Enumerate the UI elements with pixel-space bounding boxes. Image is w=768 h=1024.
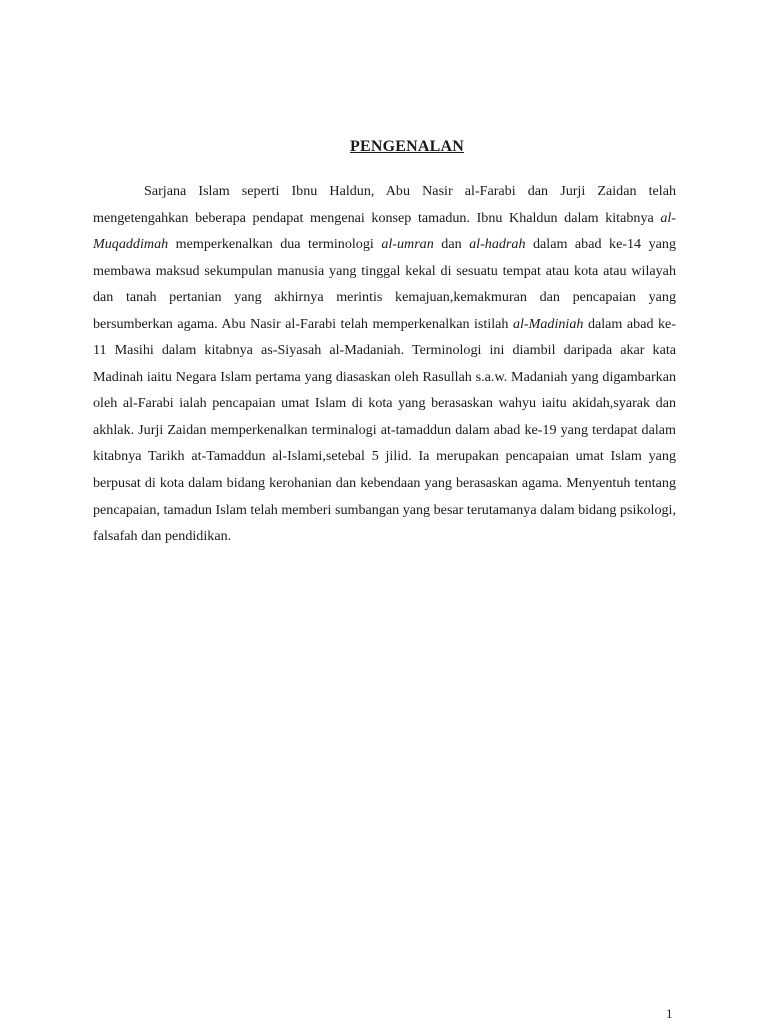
italic-term-al-madiniah: al-Madiniah xyxy=(512,315,584,332)
italic-term-al-muqaddimah: al-Muqaddimah xyxy=(93,209,676,253)
paragraph-text-3: dan xyxy=(433,236,470,253)
intro-paragraph xyxy=(93,178,676,550)
page-title: PENGENALAN xyxy=(349,138,464,155)
paragraph-text-2: memperkenalkan dua terminologi xyxy=(168,236,382,253)
italic-term-al-hadrah: al-hadrah xyxy=(469,236,526,253)
italic-term-al-umran: al-umran xyxy=(381,236,434,253)
paragraph-text-1: Sarjana Islam seperti Ibnu Haldun, Abu Nasir al-Farabi dan Jurji Zaidan telah mengetengahkan beberapa pendapat mengenai konsep tamadun. Ibnu Khaldun dalam kitabnya xyxy=(93,183,676,226)
paragraph-text-5: dalam abad ke-11 Masihi dalam kitabnya as-Siyasah al-Madaniah. Terminologi ini diambil daripada akar kata Madinah iaitu Negara Islam pertama yang diasaskan oleh Rasullah s.a.w. Madaniah yang digambarkan oleh al-Farabi ialah pencapaian umat Islam di kota yang berasaskan wahyu iaitu akidah,syarak dan akhlak. Jurji Zaidan memperkenalkan terminalogi at-tamaddun dalam abad ke-19 yang terdapat dalam kitabnya Tarikh at-Tamaddun al-Islami,setebal 5 jilid. Ia merupakan pencapaian umat Islam yang berpusat di kota dalam bidang kerohanian dan kebendaan yang berasaskan agama. Menyentuh tentang pencapaian, tamadun Islam telah memberi sumbangan yang besar terutamanya dalam bidang psikologi, falsafah dan pendidikan. xyxy=(93,315,676,545)
page-number: 1 xyxy=(666,1006,673,1021)
paragraph-text-4: dalam abad ke-14 yang membawa maksud sekumpulan manusia yang tinggal kekal di sesuatu tempat atau kota atau wilayah dan tanah pertanian yang akhirnya merintis kemajuan,kemakmuran dan pencapaian yang bersumberkan agama. Abu Nasir al-Farabi telah memperkenalkan istilah xyxy=(93,236,676,332)
